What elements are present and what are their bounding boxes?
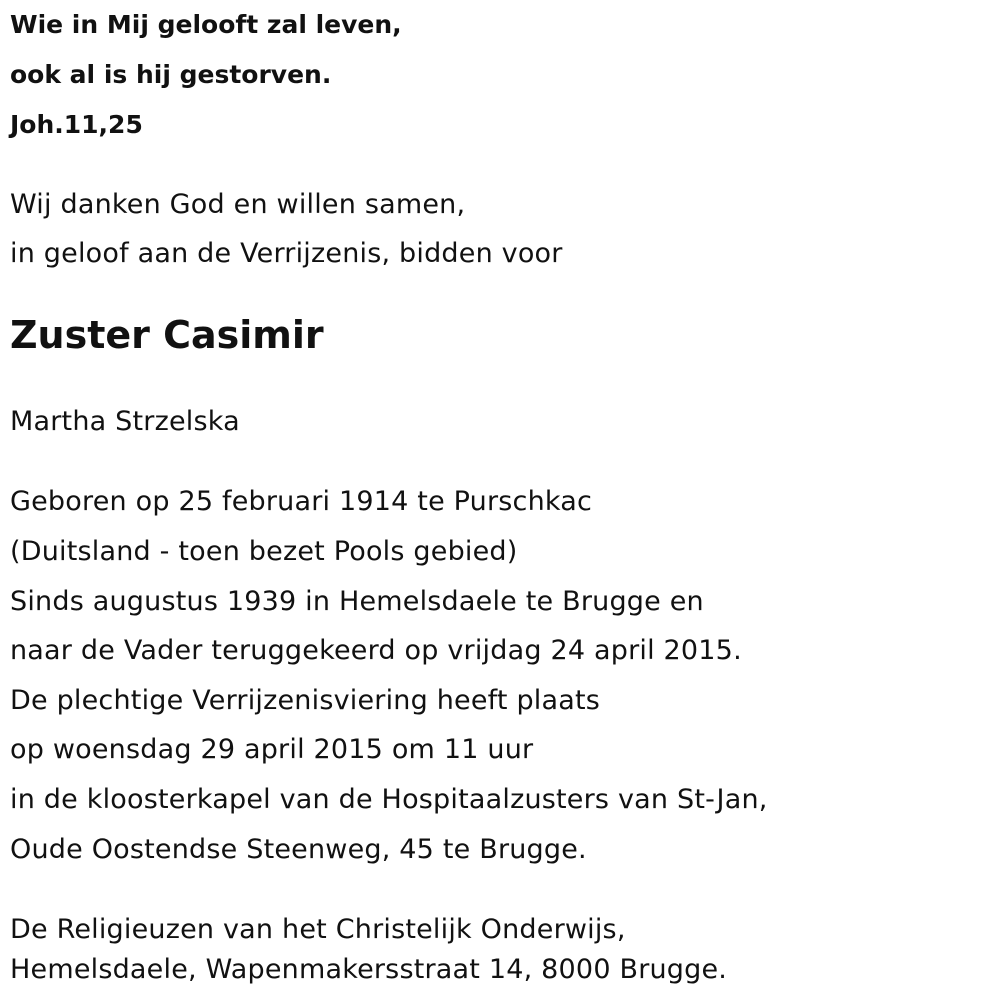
detail-line: in de kloosterkapel van de Hospitaalzusters van St-Jan, <box>10 784 768 815</box>
civil-name: Martha Strzelska <box>10 406 240 437</box>
detail-line: naar de Vader teruggekeerd op vrijdag 24 april 2015. <box>10 635 742 666</box>
detail-line: De plechtige Verrijzenisviering heeft plaats <box>10 685 601 716</box>
bible-quote-line-1: Wie in Mij gelooft zal leven, <box>10 10 402 39</box>
detail-line: op woensdag 29 april 2015 om 11 uur <box>10 734 534 765</box>
bible-quote-line-2: ook al is hij gestorven. <box>10 60 332 89</box>
signature-line-2: Hemelsdaele, Wapenmakersstraat 14, 8000 Brugge. <box>10 954 728 985</box>
detail-line: Oude Oostendse Steenweg, 45 te Brugge. <box>10 834 587 865</box>
religious-name: Zuster Casimir <box>10 313 324 357</box>
detail-line: (Duitsland - toen bezet Pools gebied) <box>10 536 518 567</box>
bible-reference: Joh.11,25 <box>10 110 143 139</box>
intro-line-2: in geloof aan de Verrijzenis, bidden voor <box>10 238 563 269</box>
intro-line-1: Wij danken God en willen samen, <box>10 189 466 220</box>
signature-line-1: De Religieuzen van het Christelijk Onderwijs, <box>10 914 626 945</box>
detail-line: Geboren op 25 februari 1914 te Purschkac <box>10 486 593 517</box>
detail-line: Sinds augustus 1939 in Hemelsdaele te Brugge en <box>10 586 704 617</box>
